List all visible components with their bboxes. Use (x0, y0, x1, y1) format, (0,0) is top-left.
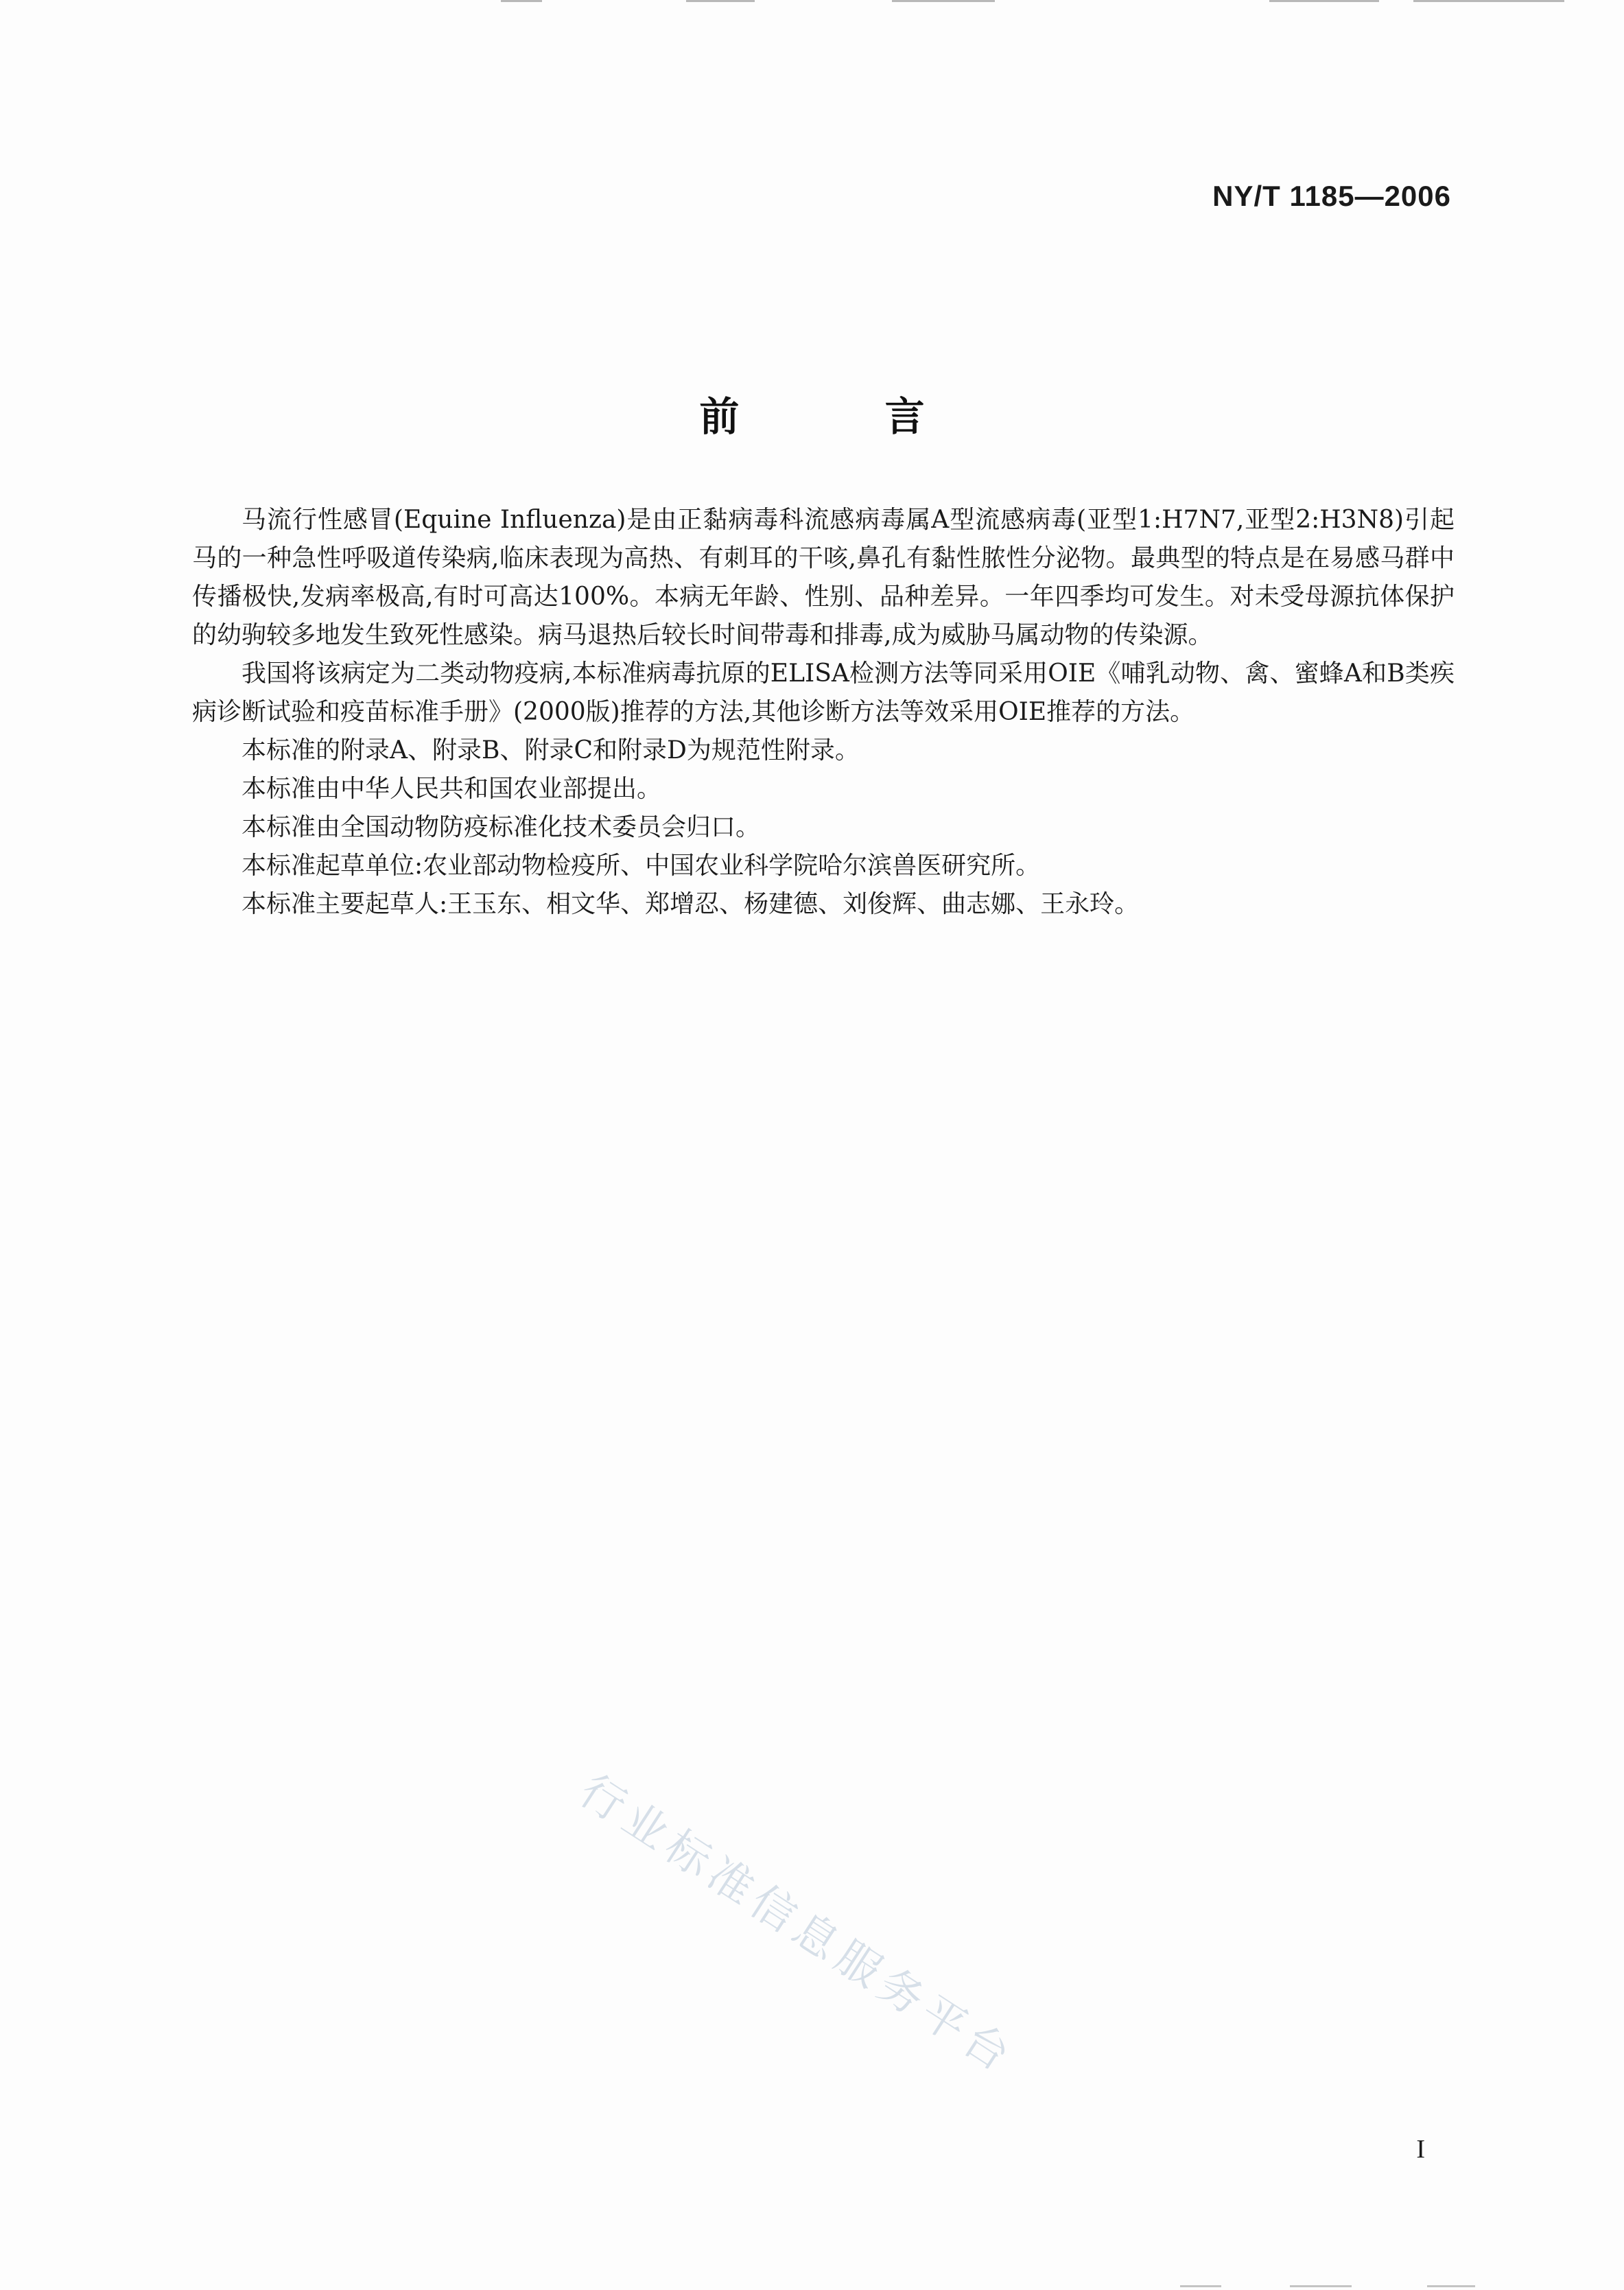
standard-number: NY/T 1185—2006 (1212, 180, 1451, 212)
scan-artifact (501, 0, 542, 2)
scan-artifact (1413, 0, 1564, 2)
foreword-body (192, 501, 1455, 924)
scan-artifact (1290, 2285, 1352, 2287)
paragraph: 本标准的附录A、附录B、附录C和附录D为规范性附录。 (242, 736, 860, 764)
page-number: I (1416, 2135, 1425, 2164)
paragraph: 本标准主要起草人:王玉东、相文华、郑增忍、杨建德、刘俊辉、曲志娜、王永玲。 (242, 890, 1140, 918)
paragraph: 我国将该病定为二类动物疫病,本标准病毒抗原的ELISA检测方法等同采用OIE《哺乳动物、禽、蜜蜂A和B类疾病诊断试验和疫苗标准手册》(2000版)推荐的方法,其他诊断方法等效采用OIE推荐的方法。 (192, 659, 1455, 726)
paragraph: 本标准起草单位:农业部动物检疫所、中国农业科学院哈尔滨兽医研究所。 (242, 852, 1041, 880)
watermark: 行业标准信息服务平台 (570, 1765, 1024, 2085)
scan-artifact (686, 0, 755, 2)
paragraph: 马流行性感冒(Equine Influenza)是由正黏病毒科流感病毒属A型流感病毒(亚型1:H7N7,亚型2:H3N8)引起马的一种急性呼吸道传染病,临床表现为高热、有刺耳的干咳,鼻孔有黏性脓性分泌物。最典型的特点是在易感马群中传播极快,发病率极高,有时可高达100%。本病无年龄、性别、品种差异。一年四季均可发生。对未受母源抗体保护的幼驹较多地发生致死性感染。病马退热后较长时间带毒和排毒,成为威胁马属动物的传染源。 (192, 506, 1455, 649)
scan-artifact (1427, 2285, 1475, 2287)
paragraph: 本标准由全国动物防疫标准化技术委员会归口。 (242, 813, 761, 841)
page-title: 前 言 (699, 393, 991, 440)
scan-artifact (1180, 2285, 1221, 2287)
paragraph: 本标准由中华人民共和国农业部提出。 (242, 775, 662, 803)
scan-artifact (1269, 0, 1379, 2)
scan-artifact (892, 0, 995, 2)
